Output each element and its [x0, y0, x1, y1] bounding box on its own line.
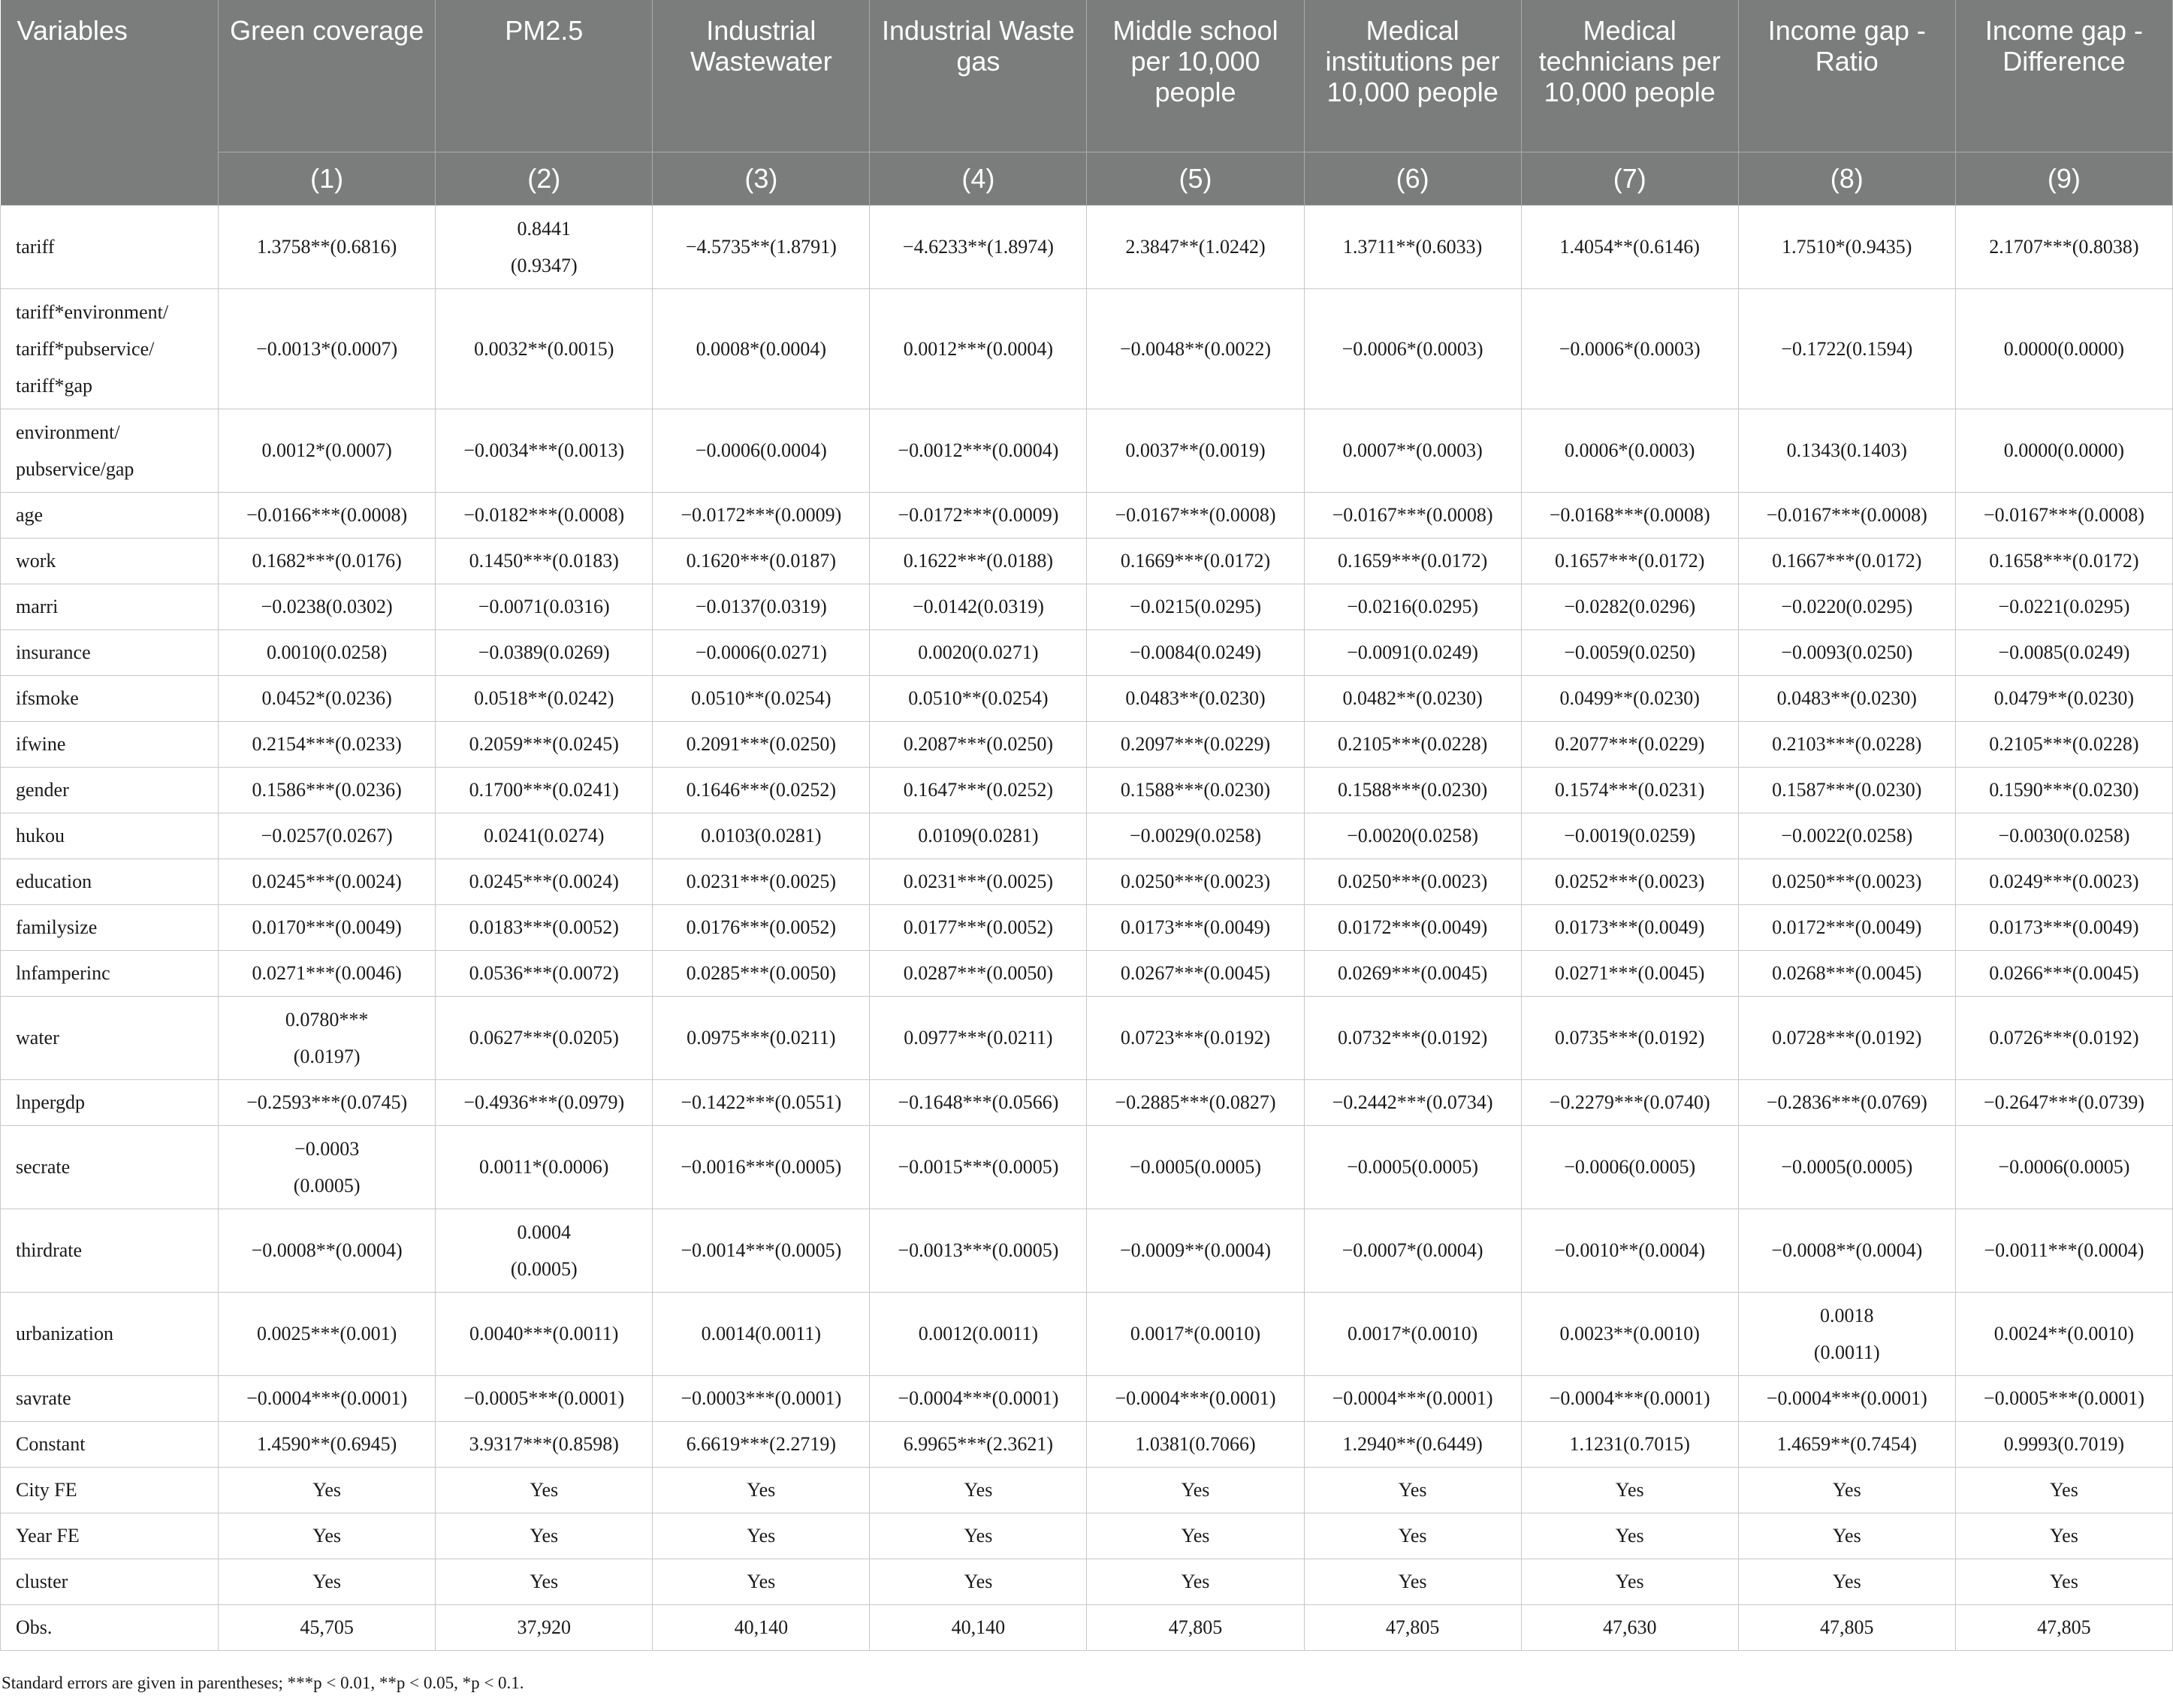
- coefficient-cell: 0.1646***(0.0252): [653, 767, 870, 813]
- coefficient-cell: −0.0008**(0.0004): [219, 1209, 436, 1292]
- coefficient-cell: 0.0499**(0.0230): [1521, 675, 1738, 721]
- coefficient-cell: 0.1620***(0.0187): [653, 538, 870, 584]
- variable-name-cell: marri: [1, 584, 219, 629]
- coefficient-cell: −0.1722(0.1594): [1738, 288, 1955, 409]
- column-number: (9): [1955, 152, 2172, 205]
- coefficient-cell: 47,805: [1304, 1604, 1521, 1650]
- coefficient-cell: 0.0977***(0.0211): [870, 996, 1087, 1079]
- coefficient-cell: 0.1669***(0.0172): [1087, 538, 1304, 584]
- table-row: [1, 1125, 2173, 1209]
- coefficient-cell: 0.0032**(0.0015): [436, 288, 653, 409]
- coefficient-cell: −0.0005***(0.0001): [1955, 1375, 2172, 1421]
- coefficient-cell: 2.1707***(0.8038): [1955, 205, 2172, 288]
- coefficient-cell: −0.2885***(0.0827): [1087, 1079, 1304, 1125]
- coefficient-cell: 0.0245***(0.0024): [219, 859, 436, 904]
- coefficient-cell: 0.2059***(0.0245): [436, 721, 653, 767]
- coefficient-cell: −0.0009**(0.0004): [1087, 1209, 1304, 1292]
- coefficient-cell: 0.0518**(0.0242): [436, 675, 653, 721]
- column-number: (7): [1521, 152, 1738, 205]
- coefficient-cell: 0.0008*(0.0004): [653, 288, 870, 409]
- variable-name-cell: tariff: [1, 205, 219, 288]
- table-row: [1, 1467, 2173, 1513]
- coefficient-cell: 1.4590**(0.6945): [219, 1421, 436, 1467]
- variable-name-cell: thirdrate: [1, 1209, 219, 1292]
- coefficient-cell: −0.2593***(0.0745): [219, 1079, 436, 1125]
- coefficient-cell: −0.0006(0.0004): [653, 409, 870, 492]
- coefficient-cell: 0.0170***(0.0049): [219, 904, 436, 950]
- coefficient-cell: Yes: [1738, 1467, 1955, 1513]
- table-row: [1, 1375, 2173, 1421]
- table-row: [1, 1513, 2173, 1559]
- coefficient-cell: 0.0023**(0.0010): [1521, 1292, 1738, 1375]
- coefficient-cell: 0.0177***(0.0052): [870, 904, 1087, 950]
- coefficient-cell: Yes: [1304, 1467, 1521, 1513]
- coefficient-cell: 0.0482**(0.0230): [1304, 675, 1521, 721]
- coefficient-cell: −0.0182***(0.0008): [436, 492, 653, 538]
- table-row: [1, 1079, 2173, 1125]
- table-row: [1, 288, 2173, 409]
- variable-name-cell: education: [1, 859, 219, 904]
- variable-name-cell: lnpergdp: [1, 1079, 219, 1125]
- variable-name-cell: City FE: [1, 1467, 219, 1513]
- coefficient-cell: −0.2647***(0.0739): [1955, 1079, 2172, 1125]
- coefficient-cell: Yes: [219, 1513, 436, 1559]
- coefficient-cell: 1.3711**(0.6033): [1304, 205, 1521, 288]
- coefficient-cell: Yes: [870, 1513, 1087, 1559]
- column-title: Income gap -Difference: [1955, 0, 2172, 152]
- column-title: Green coverage: [219, 0, 436, 152]
- coefficient-cell: 0.1587***(0.0230): [1738, 767, 1955, 813]
- coefficient-cell: 0.1588***(0.0230): [1087, 767, 1304, 813]
- coefficient-cell: Yes: [219, 1467, 436, 1513]
- coefficient-cell: −0.0004***(0.0001): [219, 1375, 436, 1421]
- coefficient-cell: −0.0006(0.0005): [1521, 1125, 1738, 1209]
- coefficient-cell: 0.0017*(0.0010): [1087, 1292, 1304, 1375]
- coefficient-cell: −0.0167***(0.0008): [1304, 492, 1521, 538]
- header-row-numbers: [1, 152, 2173, 205]
- coefficient-cell: 0.0285***(0.0050): [653, 950, 870, 996]
- coefficient-cell: −0.0011***(0.0004): [1955, 1209, 2172, 1292]
- coefficient-cell: Yes: [1087, 1513, 1304, 1559]
- coefficient-cell: 6.6619***(2.2719): [653, 1421, 870, 1467]
- coefficient-cell: 0.0000(0.0000): [1955, 288, 2172, 409]
- coefficient-cell: 1.0381(0.7066): [1087, 1421, 1304, 1467]
- variable-name-cell: ifsmoke: [1, 675, 219, 721]
- coefficient-cell: −0.0022(0.0258): [1738, 813, 1955, 859]
- coefficient-cell: 0.0510**(0.0254): [653, 675, 870, 721]
- coefficient-cell: 0.0010(0.0258): [219, 629, 436, 675]
- coefficient-cell: −0.0004***(0.0001): [1087, 1375, 1304, 1421]
- coefficient-cell: 0.0231***(0.0025): [653, 859, 870, 904]
- coefficient-cell: 0.1622***(0.0188): [870, 538, 1087, 584]
- coefficient-cell: 0.0172***(0.0049): [1738, 904, 1955, 950]
- table-row: [1, 1209, 2173, 1292]
- variable-name-cell: Constant: [1, 1421, 219, 1467]
- coefficient-cell: 0.1590***(0.0230): [1955, 767, 2172, 813]
- coefficient-cell: −0.0093(0.0250): [1738, 629, 1955, 675]
- coefficient-cell: 0.0780*** (0.0197): [219, 996, 436, 1079]
- table-header: [1, 0, 2173, 205]
- coefficient-cell: 0.0250***(0.0023): [1738, 859, 1955, 904]
- coefficient-cell: 0.1450***(0.0183): [436, 538, 653, 584]
- coefficient-cell: −0.0215(0.0295): [1087, 584, 1304, 629]
- coefficient-cell: 0.0245***(0.0024): [436, 859, 653, 904]
- coefficient-cell: 0.0018 (0.0011): [1738, 1292, 1955, 1375]
- coefficient-cell: −0.0004***(0.0001): [1521, 1375, 1738, 1421]
- coefficient-cell: 0.1647***(0.0252): [870, 767, 1087, 813]
- coefficient-cell: −0.0004***(0.0001): [1304, 1375, 1521, 1421]
- coefficient-cell: 0.2105***(0.0228): [1304, 721, 1521, 767]
- coefficient-cell: 0.0173***(0.0049): [1955, 904, 2172, 950]
- variable-name-cell: age: [1, 492, 219, 538]
- coefficient-cell: 6.9965***(2.3621): [870, 1421, 1087, 1467]
- coefficient-cell: −0.0012***(0.0004): [870, 409, 1087, 492]
- variable-name-cell: urbanization: [1, 1292, 219, 1375]
- coefficient-cell: 0.2087***(0.0250): [870, 721, 1087, 767]
- coefficient-cell: Yes: [1304, 1559, 1521, 1604]
- table-row: [1, 767, 2173, 813]
- coefficient-cell: −4.5735**(1.8791): [653, 205, 870, 288]
- coefficient-cell: 0.0483**(0.0230): [1738, 675, 1955, 721]
- table-row: [1, 904, 2173, 950]
- coefficient-cell: 0.0975***(0.0211): [653, 996, 870, 1079]
- coefficient-cell: Yes: [870, 1467, 1087, 1513]
- coefficient-cell: −0.0085(0.0249): [1955, 629, 2172, 675]
- variable-name-cell: hukou: [1, 813, 219, 859]
- coefficient-cell: −0.0142(0.0319): [870, 584, 1087, 629]
- table-row: [1, 721, 2173, 767]
- coefficient-cell: 0.0479**(0.0230): [1955, 675, 2172, 721]
- coefficient-cell: 0.0266***(0.0045): [1955, 950, 2172, 996]
- coefficient-cell: 1.4054**(0.6146): [1521, 205, 1738, 288]
- coefficient-cell: −0.0020(0.0258): [1304, 813, 1521, 859]
- coefficient-cell: Yes: [653, 1467, 870, 1513]
- table-row: [1, 492, 2173, 538]
- coefficient-cell: 0.0728***(0.0192): [1738, 996, 1955, 1079]
- coefficient-cell: −0.2279***(0.0740): [1521, 1079, 1738, 1125]
- table-row: [1, 1604, 2173, 1650]
- column-title: PM2.5: [436, 0, 653, 152]
- coefficient-cell: Yes: [1521, 1513, 1738, 1559]
- table-row: [1, 629, 2173, 675]
- coefficient-cell: −0.0007*(0.0004): [1304, 1209, 1521, 1292]
- coefficient-cell: 0.1667***(0.0172): [1738, 538, 1955, 584]
- column-title: Income gap -Ratio: [1738, 0, 1955, 152]
- variable-name-cell: Obs.: [1, 1604, 219, 1650]
- coefficient-cell: −0.1648***(0.0566): [870, 1079, 1087, 1125]
- column-number: (2): [436, 152, 653, 205]
- table-row: [1, 409, 2173, 492]
- coefficient-cell: Yes: [436, 1513, 653, 1559]
- column-number: (1): [219, 152, 436, 205]
- coefficient-cell: 1.3758**(0.6816): [219, 205, 436, 288]
- coefficient-cell: 0.1682***(0.0176): [219, 538, 436, 584]
- coefficient-cell: 0.8441 (0.9347): [436, 205, 653, 288]
- coefficient-cell: 0.1574***(0.0231): [1521, 767, 1738, 813]
- coefficient-cell: −0.0004***(0.0001): [870, 1375, 1087, 1421]
- coefficient-cell: 0.1343(0.1403): [1738, 409, 1955, 492]
- coefficient-cell: −0.0008**(0.0004): [1738, 1209, 1955, 1292]
- coefficient-cell: −0.0029(0.0258): [1087, 813, 1304, 859]
- coefficient-cell: 0.0536***(0.0072): [436, 950, 653, 996]
- coefficient-cell: −0.0167***(0.0008): [1955, 492, 2172, 538]
- coefficient-cell: 0.2097***(0.0229): [1087, 721, 1304, 767]
- coefficient-cell: 0.0173***(0.0049): [1087, 904, 1304, 950]
- column-title: Industrial Waste gas: [870, 0, 1087, 152]
- table-row: [1, 1421, 2173, 1467]
- coefficient-cell: −0.0010**(0.0004): [1521, 1209, 1738, 1292]
- coefficient-cell: 0.0726***(0.0192): [1955, 996, 2172, 1079]
- coefficient-cell: 0.0012***(0.0004): [870, 288, 1087, 409]
- coefficient-cell: −0.1422***(0.0551): [653, 1079, 870, 1125]
- coefficient-cell: 0.0452*(0.0236): [219, 675, 436, 721]
- coefficient-cell: −0.0004***(0.0001): [1738, 1375, 1955, 1421]
- table-body: [1, 205, 2173, 1650]
- coefficient-cell: −0.0059(0.0250): [1521, 629, 1738, 675]
- table-footnote: Standard errors are given in parentheses; ***p < 0.01, **p < 0.05, *p < 0.1.: [2, 1673, 524, 1692]
- coefficient-cell: 1.4659**(0.7454): [1738, 1421, 1955, 1467]
- coefficient-cell: 0.0103(0.0281): [653, 813, 870, 859]
- coefficient-cell: 47,805: [1738, 1604, 1955, 1650]
- coefficient-cell: −0.0005(0.0005): [1738, 1125, 1955, 1209]
- coefficient-cell: 47,630: [1521, 1604, 1738, 1650]
- table-row: [1, 1559, 2173, 1604]
- coefficient-cell: 40,140: [653, 1604, 870, 1650]
- coefficient-cell: Yes: [1521, 1559, 1738, 1604]
- coefficient-cell: −0.0003***(0.0001): [653, 1375, 870, 1421]
- column-number: (4): [870, 152, 1087, 205]
- coefficient-cell: −0.0030(0.0258): [1955, 813, 2172, 859]
- table-row: [1, 205, 2173, 288]
- coefficient-cell: −4.6233**(1.8974): [870, 205, 1087, 288]
- coefficient-cell: 1.2940**(0.6449): [1304, 1421, 1521, 1467]
- column-title: Medical technicians per 10,000 people: [1521, 0, 1738, 152]
- coefficient-cell: 0.0269***(0.0045): [1304, 950, 1521, 996]
- coefficient-cell: Yes: [1738, 1513, 1955, 1559]
- coefficient-cell: −0.0003 (0.0005): [219, 1125, 436, 1209]
- coefficient-cell: Yes: [1955, 1513, 2172, 1559]
- coefficient-cell: −0.0084(0.0249): [1087, 629, 1304, 675]
- coefficient-cell: −0.4936***(0.0979): [436, 1079, 653, 1125]
- coefficient-cell: 1.1231(0.7015): [1521, 1421, 1738, 1467]
- coefficient-cell: −0.0034***(0.0013): [436, 409, 653, 492]
- coefficient-cell: 0.0271***(0.0046): [219, 950, 436, 996]
- coefficient-cell: 0.1659***(0.0172): [1304, 538, 1521, 584]
- coefficient-cell: −0.0167***(0.0008): [1738, 492, 1955, 538]
- coefficient-cell: Yes: [1955, 1559, 2172, 1604]
- variable-name-cell: savrate: [1, 1375, 219, 1421]
- coefficient-cell: 0.1657***(0.0172): [1521, 538, 1738, 584]
- coefficient-cell: Yes: [436, 1559, 653, 1604]
- column-title: Industrial Wastewater: [653, 0, 870, 152]
- column-number: (3): [653, 152, 870, 205]
- coefficient-cell: 0.0000(0.0000): [1955, 409, 2172, 492]
- coefficient-cell: 0.0011*(0.0006): [436, 1125, 653, 1209]
- variable-name-cell: lnfamperinc: [1, 950, 219, 996]
- coefficient-cell: −0.0048**(0.0022): [1087, 288, 1304, 409]
- coefficient-cell: −0.0005(0.0005): [1087, 1125, 1304, 1209]
- coefficient-cell: 0.0483**(0.0230): [1087, 675, 1304, 721]
- coefficient-cell: −0.0172***(0.0009): [653, 492, 870, 538]
- coefficient-cell: Yes: [653, 1513, 870, 1559]
- coefficient-cell: 0.0037**(0.0019): [1087, 409, 1304, 492]
- coefficient-cell: 0.0732***(0.0192): [1304, 996, 1521, 1079]
- coefficient-cell: 0.9993(0.7019): [1955, 1421, 2172, 1467]
- coefficient-cell: 0.0006*(0.0003): [1521, 409, 1738, 492]
- coefficient-cell: −0.0005(0.0005): [1304, 1125, 1521, 1209]
- coefficient-cell: −0.0013***(0.0005): [870, 1209, 1087, 1292]
- coefficient-cell: 0.0012*(0.0007): [219, 409, 436, 492]
- coefficient-cell: −0.0220(0.0295): [1738, 584, 1955, 629]
- coefficient-cell: 37,920: [436, 1604, 653, 1650]
- coefficient-cell: 0.0241(0.0274): [436, 813, 653, 859]
- coefficient-cell: Yes: [219, 1559, 436, 1604]
- coefficient-cell: Yes: [1087, 1467, 1304, 1513]
- coefficient-cell: −0.0016***(0.0005): [653, 1125, 870, 1209]
- coefficient-cell: Yes: [1304, 1513, 1521, 1559]
- coefficient-cell: 0.0109(0.0281): [870, 813, 1087, 859]
- coefficient-cell: 0.0271***(0.0045): [1521, 950, 1738, 996]
- coefficient-cell: −0.0257(0.0267): [219, 813, 436, 859]
- coefficient-cell: −0.0216(0.0295): [1304, 584, 1521, 629]
- coefficient-cell: 47,805: [1087, 1604, 1304, 1650]
- coefficient-cell: Yes: [870, 1559, 1087, 1604]
- variable-name-cell: cluster: [1, 1559, 219, 1604]
- column-title: Middle school per 10,000 people: [1087, 0, 1304, 152]
- coefficient-cell: Yes: [1521, 1467, 1738, 1513]
- coefficient-cell: 45,705: [219, 1604, 436, 1650]
- variable-name-cell: familysize: [1, 904, 219, 950]
- coefficient-cell: 0.0267***(0.0045): [1087, 950, 1304, 996]
- table-row: [1, 1292, 2173, 1375]
- coefficient-cell: −0.0005***(0.0001): [436, 1375, 653, 1421]
- coefficient-cell: 0.0723***(0.0192): [1087, 996, 1304, 1079]
- coefficient-cell: 0.0014(0.0011): [653, 1292, 870, 1375]
- coefficient-cell: −0.0015***(0.0005): [870, 1125, 1087, 1209]
- table-row: [1, 996, 2173, 1079]
- column-number: (8): [1738, 152, 1955, 205]
- variable-name-cell: gender: [1, 767, 219, 813]
- coefficient-cell: 0.1586***(0.0236): [219, 767, 436, 813]
- coefficient-cell: −0.0238(0.0302): [219, 584, 436, 629]
- coefficient-cell: 2.3847**(1.0242): [1087, 205, 1304, 288]
- column-number: (6): [1304, 152, 1521, 205]
- coefficient-cell: 0.1588***(0.0230): [1304, 767, 1521, 813]
- coefficient-cell: 0.0250***(0.0023): [1304, 859, 1521, 904]
- coefficient-cell: −0.0168***(0.0008): [1521, 492, 1738, 538]
- coefficient-cell: 0.0020(0.0271): [870, 629, 1087, 675]
- coefficient-cell: −0.0167***(0.0008): [1087, 492, 1304, 538]
- coefficient-cell: 1.7510*(0.9435): [1738, 205, 1955, 288]
- coefficient-cell: Yes: [1738, 1559, 1955, 1604]
- variables-header: Variables: [1, 0, 219, 205]
- coefficient-cell: 0.0268***(0.0045): [1738, 950, 1955, 996]
- coefficient-cell: 0.0510**(0.0254): [870, 675, 1087, 721]
- coefficient-cell: 0.1700***(0.0241): [436, 767, 653, 813]
- table-row: [1, 813, 2173, 859]
- coefficient-cell: −0.0137(0.0319): [653, 584, 870, 629]
- coefficient-cell: 0.0012(0.0011): [870, 1292, 1087, 1375]
- coefficient-cell: 0.2105***(0.0228): [1955, 721, 2172, 767]
- coefficient-cell: 0.2077***(0.0229): [1521, 721, 1738, 767]
- coefficient-cell: 0.0252***(0.0023): [1521, 859, 1738, 904]
- coefficient-cell: Yes: [436, 1467, 653, 1513]
- table-row: [1, 538, 2173, 584]
- coefficient-cell: 0.0004 (0.0005): [436, 1209, 653, 1292]
- table-row: [1, 584, 2173, 629]
- coefficient-cell: 0.0287***(0.0050): [870, 950, 1087, 996]
- coefficient-cell: 0.0007**(0.0003): [1304, 409, 1521, 492]
- coefficient-cell: −0.0282(0.0296): [1521, 584, 1738, 629]
- coefficient-cell: −0.0006(0.0271): [653, 629, 870, 675]
- coefficient-cell: −0.0389(0.0269): [436, 629, 653, 675]
- coefficient-cell: 0.0250***(0.0023): [1087, 859, 1304, 904]
- coefficient-cell: 0.0017*(0.0010): [1304, 1292, 1521, 1375]
- coefficient-cell: 47,805: [1955, 1604, 2172, 1650]
- coefficient-cell: 0.0176***(0.0052): [653, 904, 870, 950]
- coefficient-cell: 0.2154***(0.0233): [219, 721, 436, 767]
- coefficient-cell: −0.0221(0.0295): [1955, 584, 2172, 629]
- variable-name-cell: secrate: [1, 1125, 219, 1209]
- coefficient-cell: 0.0024**(0.0010): [1955, 1292, 2172, 1375]
- coefficient-cell: −0.0091(0.0249): [1304, 629, 1521, 675]
- coefficient-cell: −0.0006*(0.0003): [1521, 288, 1738, 409]
- coefficient-cell: Yes: [1087, 1559, 1304, 1604]
- variable-name-cell: ifwine: [1, 721, 219, 767]
- coefficient-cell: −0.0166***(0.0008): [219, 492, 436, 538]
- coefficient-cell: −0.0071(0.0316): [436, 584, 653, 629]
- coefficient-cell: −0.2836***(0.0769): [1738, 1079, 1955, 1125]
- coefficient-cell: 0.2091***(0.0250): [653, 721, 870, 767]
- column-title: Medical institutions per 10,000 people: [1304, 0, 1521, 152]
- coefficient-cell: −0.0014***(0.0005): [653, 1209, 870, 1292]
- coefficient-cell: 3.9317***(0.8598): [436, 1421, 653, 1467]
- coefficient-cell: 0.0172***(0.0049): [1304, 904, 1521, 950]
- coefficient-cell: 0.2103***(0.0228): [1738, 721, 1955, 767]
- coefficient-cell: 0.0735***(0.0192): [1521, 996, 1738, 1079]
- coefficient-cell: Yes: [653, 1559, 870, 1604]
- coefficient-cell: 0.0025***(0.001): [219, 1292, 436, 1375]
- variable-name-cell: environment/ pubservice/gap: [1, 409, 219, 492]
- coefficient-cell: Yes: [1955, 1467, 2172, 1513]
- variable-name-cell: insurance: [1, 629, 219, 675]
- coefficient-cell: 0.0183***(0.0052): [436, 904, 653, 950]
- coefficient-cell: −0.0006*(0.0003): [1304, 288, 1521, 409]
- coefficient-cell: 0.0249***(0.0023): [1955, 859, 2172, 904]
- coefficient-cell: 40,140: [870, 1604, 1087, 1650]
- coefficient-cell: 0.0040***(0.0011): [436, 1292, 653, 1375]
- coefficient-cell: −0.2442***(0.0734): [1304, 1079, 1521, 1125]
- variable-name-cell: Year FE: [1, 1513, 219, 1559]
- coefficient-cell: 0.0627***(0.0205): [436, 996, 653, 1079]
- variable-name-cell: work: [1, 538, 219, 584]
- coefficient-cell: −0.0013*(0.0007): [219, 288, 436, 409]
- variable-name-cell: tariff*environment/ tariff*pubservice/ tariff*gap: [1, 288, 219, 409]
- variable-name-cell: water: [1, 996, 219, 1079]
- coefficient-cell: 0.0173***(0.0049): [1521, 904, 1738, 950]
- table-row: [1, 675, 2173, 721]
- table-row: [1, 950, 2173, 996]
- header-row-titles: [1, 0, 2173, 152]
- coefficient-cell: 0.1658***(0.0172): [1955, 538, 2172, 584]
- coefficient-cell: 0.0231***(0.0025): [870, 859, 1087, 904]
- coefficient-cell: −0.0006(0.0005): [1955, 1125, 2172, 1209]
- table-row: [1, 859, 2173, 904]
- coefficient-cell: −0.0172***(0.0009): [870, 492, 1087, 538]
- coefficient-cell: −0.0019(0.0259): [1521, 813, 1738, 859]
- column-number: (5): [1087, 152, 1304, 205]
